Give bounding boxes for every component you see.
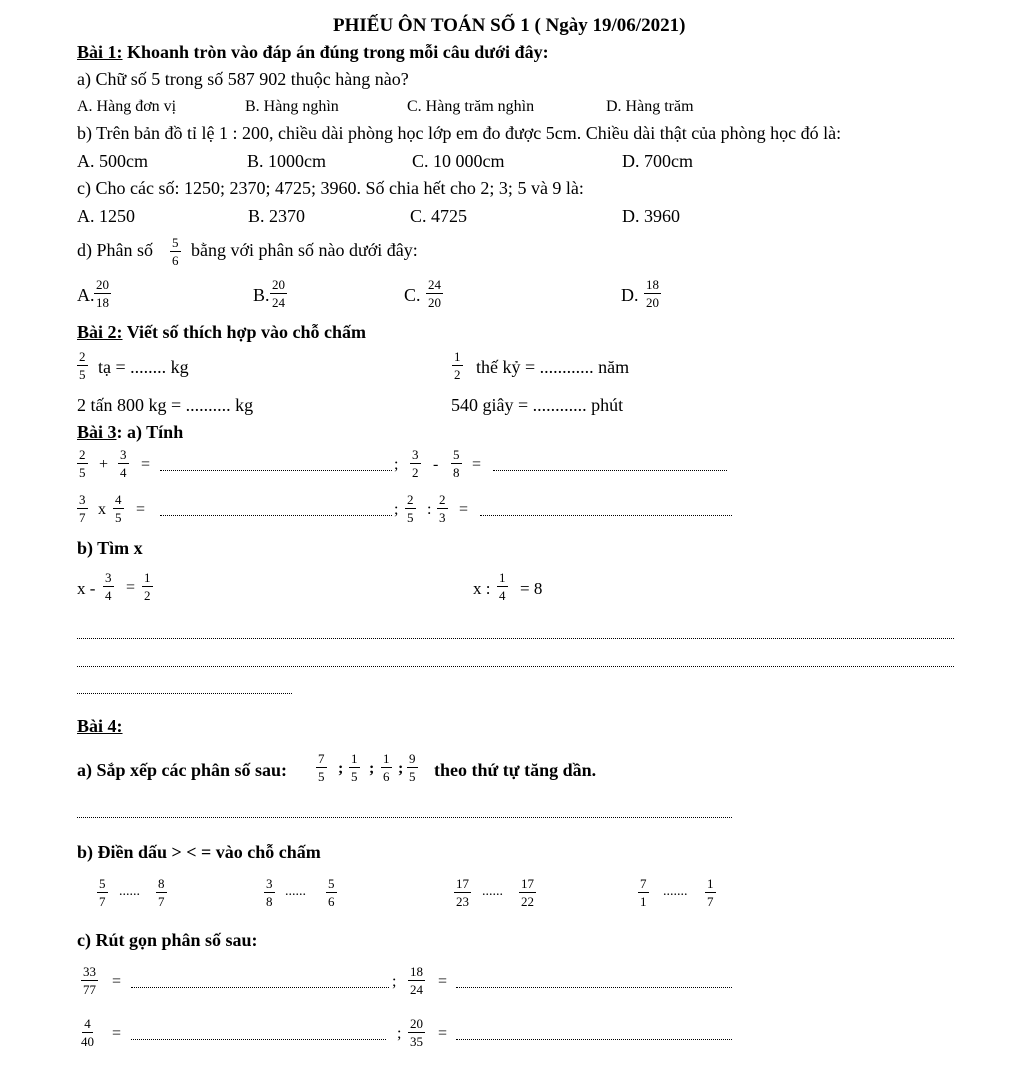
bai4-simplify4-equals: =	[438, 1025, 448, 1042]
bai3-calc2-equals: =	[472, 456, 482, 473]
bai4-simplify3-frac: $\frac{4}{40}$	[81, 1016, 94, 1049]
bai2-item4: 540 giây = ............ phút	[451, 395, 624, 415]
bai1-a-option-c: C. Hàng trăm nghìn	[407, 98, 535, 115]
bai3-find1-equals: =	[126, 579, 136, 596]
bai4-part-a: a) Sắp xếp các phân số sau:	[77, 760, 288, 780]
bai4-sort-frac-4: $\frac{9}{5}$	[409, 751, 416, 784]
bai2-item2-fraction: $\frac{1}{2}$	[454, 349, 461, 382]
bai3-calc1-separator: ;	[394, 456, 399, 473]
bai3-find2-lhs: x :	[473, 579, 491, 598]
bai3-find2-rhs: = 8	[520, 579, 543, 598]
bai4-part-c: c) Rút gọn phân số sau:	[77, 930, 258, 950]
bai2-item2-text: thế kỷ = ............ năm	[476, 357, 630, 377]
bai2-item1-text: tạ = ........ kg	[98, 357, 189, 377]
bai1-b-option-b: B. 1000cm	[247, 151, 326, 171]
bai4-simplify1-equals: =	[112, 973, 122, 990]
bai1-header	[77, 43, 549, 61]
bai4-simplify3-equals: =	[112, 1025, 122, 1042]
bai2-header	[77, 323, 366, 341]
bai4-compare4-frac-b: $\frac{1}{7}$	[707, 876, 714, 909]
bai2-instruction: Viết số thích hợp vào chỗ chấm	[122, 322, 366, 342]
bai1-question-d-prefix: d) Phân số	[77, 240, 153, 260]
bai4-simplify2-answer-line	[456, 987, 732, 988]
bai1-a-option-b: B. Hàng nghìn	[245, 98, 339, 115]
bai3-answer-line-2	[77, 666, 954, 667]
bai3-calc2-operator: -	[433, 456, 439, 473]
bai4-heading: Bài 4:	[77, 716, 123, 736]
bai4-part-a-suffix: theo thứ tự tăng dần.	[434, 760, 597, 780]
bai4-part-b: b) Điền dấu > < = vào chỗ chấm	[77, 842, 321, 862]
bai2-item1-fraction: $\frac{2}{5}$	[79, 349, 86, 382]
bai4-sort-sep-3: ;	[398, 760, 404, 777]
bai3-header	[77, 423, 183, 441]
bai1-d-option-d-label: D.	[621, 285, 639, 305]
bai4-compare4-frac-a: $\frac{7}{1}$	[640, 876, 647, 909]
bai3-part-a: : a) Tính	[116, 422, 184, 442]
bai3-find1-lhs: x -	[77, 579, 96, 598]
bai3-calc1-answer-line	[160, 470, 392, 471]
bai1-d-option-b-fraction: $\frac{20}{24}$	[272, 277, 285, 310]
bai4-sort-sep-1: ;	[338, 760, 344, 777]
bai1-d-option-c-label: C.	[404, 285, 421, 305]
bai4-simplify2-equals: =	[438, 973, 448, 990]
bai1-d-option-b-label: B.	[253, 285, 270, 305]
bai3-calc4-answer-line	[480, 515, 732, 516]
bai4-simplify2-frac: $\frac{18}{24}$	[410, 964, 423, 997]
bai3-calc1-operator: +	[99, 456, 109, 473]
bai4-simplify3-separator: ;	[397, 1025, 402, 1042]
bai4-compare1-frac-a: $\frac{5}{7}$	[99, 876, 106, 909]
bai3-find2-frac1: $\frac{1}{4}$	[499, 570, 506, 603]
bai1-d-fraction: $\frac{5}{6}$	[172, 235, 179, 268]
bai2-heading: Bài 2:	[77, 322, 123, 342]
bai4-sort-frac-2: $\frac{1}{5}$	[351, 751, 358, 784]
bai3-calc3-operator: x	[98, 501, 106, 518]
bai1-c-option-b: B. 2370	[248, 206, 306, 226]
bai4-compare3-frac-a: $\frac{17}{23}$	[456, 876, 469, 909]
bai1-d-option-c-fraction: $\frac{24}{20}$	[428, 277, 441, 310]
bai3-calc4-frac-a: $\frac{2}{5}$	[407, 492, 414, 525]
bai4-compare2-dots: ......	[285, 884, 306, 899]
page-title: PHIẾU ÔN TOÁN SỐ 1 ( Ngày 19/06/2021)	[333, 15, 686, 36]
bai3-calc1-equals: =	[141, 456, 151, 473]
bai3-calc3-equals: =	[136, 501, 146, 518]
bai1-c-option-a: A. 1250	[77, 206, 135, 226]
bai4-compare3-frac-b: $\frac{17}{22}$	[521, 876, 534, 909]
bai3-calc3-frac-a: $\frac{3}{7}$	[79, 492, 86, 525]
bai2-item3: 2 tấn 800 kg = .......... kg	[77, 395, 254, 415]
bai3-answer-line-3	[77, 693, 292, 694]
bai1-question-d-suffix: bằng với phân số nào dưới đây:	[191, 240, 418, 260]
bai1-question-a: a) Chữ số 5 trong số 587 902 thuộc hàng nào?	[77, 69, 409, 89]
bai1-b-option-a: A. 500cm	[77, 151, 148, 171]
bai4-simplify1-frac: $\frac{33}{77}$	[83, 964, 96, 997]
bai1-a-option-a: A. Hàng đơn vị	[77, 98, 177, 115]
bai3-find1-frac2: $\frac{1}{2}$	[144, 570, 151, 603]
bai1-b-option-d: D. 700cm	[622, 151, 693, 171]
bai1-question-b: b) Trên bản đồ tỉ lệ 1 : 200, chiều dài phòng học lớp em đo được 5cm. Chiều dài thật của phòng học đó là:	[77, 123, 842, 143]
bai3-heading: Bài 3	[77, 422, 117, 442]
bai3-calc2-frac-a: $\frac{3}{2}$	[412, 447, 419, 480]
bai4-compare4-dots: .......	[663, 884, 688, 899]
bai4-compare2-frac-b: $\frac{5}{6}$	[328, 876, 335, 909]
bai3-calc4-frac-b: $\frac{2}{3}$	[439, 492, 446, 525]
bai3-find1-frac1: $\frac{3}{4}$	[105, 570, 112, 603]
bai3-calc4-equals: =	[459, 501, 469, 518]
bai4-sort-answer-line	[77, 817, 732, 818]
bai1-question-c: c) Cho các số: 1250; 2370; 4725; 3960. Số chia hết cho 2; 3; 5 và 9 là:	[77, 178, 584, 198]
bai3-calc3-frac-b: $\frac{4}{5}$	[115, 492, 122, 525]
bai4-simplify4-frac: $\frac{20}{35}$	[410, 1016, 423, 1049]
bai4-sort-sep-2: ;	[369, 760, 375, 777]
bai4-compare1-frac-b: $\frac{8}{7}$	[158, 876, 165, 909]
bai3-calc1-frac-b: $\frac{3}{4}$	[120, 447, 127, 480]
bai4-compare2-frac-a: $\frac{3}{8}$	[266, 876, 273, 909]
bai3-calc2-answer-line	[493, 470, 727, 471]
bai3-part-b: b) Tìm x	[77, 538, 143, 558]
bai3-calc3-separator: ;	[394, 501, 399, 518]
bai4-sort-frac-1: $\frac{7}{5}$	[318, 751, 325, 784]
bai1-heading: Bài 1:	[77, 42, 123, 62]
bai1-d-option-a-fraction: $\frac{20}{18}$	[96, 277, 109, 310]
bai4-compare1-dots: ......	[119, 884, 140, 899]
bai1-d-option-a-label: A.	[77, 285, 95, 305]
bai4-compare3-dots: ......	[482, 884, 503, 899]
bai3-calc1-frac-a: $\frac{2}{5}$	[79, 447, 86, 480]
bai3-answer-line-1	[77, 638, 954, 639]
bai1-c-option-d: D. 3960	[622, 206, 680, 226]
bai1-b-option-c: C. 10 000cm	[412, 151, 505, 171]
bai4-sort-frac-3: $\frac{1}{6}$	[383, 751, 390, 784]
bai3-calc2-frac-b: $\frac{5}{8}$	[453, 447, 460, 480]
bai1-instruction: Khoanh tròn vào đáp án đúng trong mỗi câu dưới đây:	[122, 42, 549, 62]
bai1-d-option-d-fraction: $\frac{18}{20}$	[646, 277, 659, 310]
bai4-simplify4-answer-line	[456, 1039, 732, 1040]
bai3-calc3-answer-line	[160, 515, 392, 516]
bai4-simplify1-answer-line	[131, 987, 389, 988]
bai3-calc4-operator: :	[427, 501, 432, 518]
bai1-a-option-d: D. Hàng trăm	[606, 98, 694, 115]
bai4-simplify3-answer-line	[131, 1039, 386, 1040]
bai4-simplify1-separator: ;	[392, 973, 397, 990]
bai1-c-option-c: C. 4725	[410, 206, 468, 226]
